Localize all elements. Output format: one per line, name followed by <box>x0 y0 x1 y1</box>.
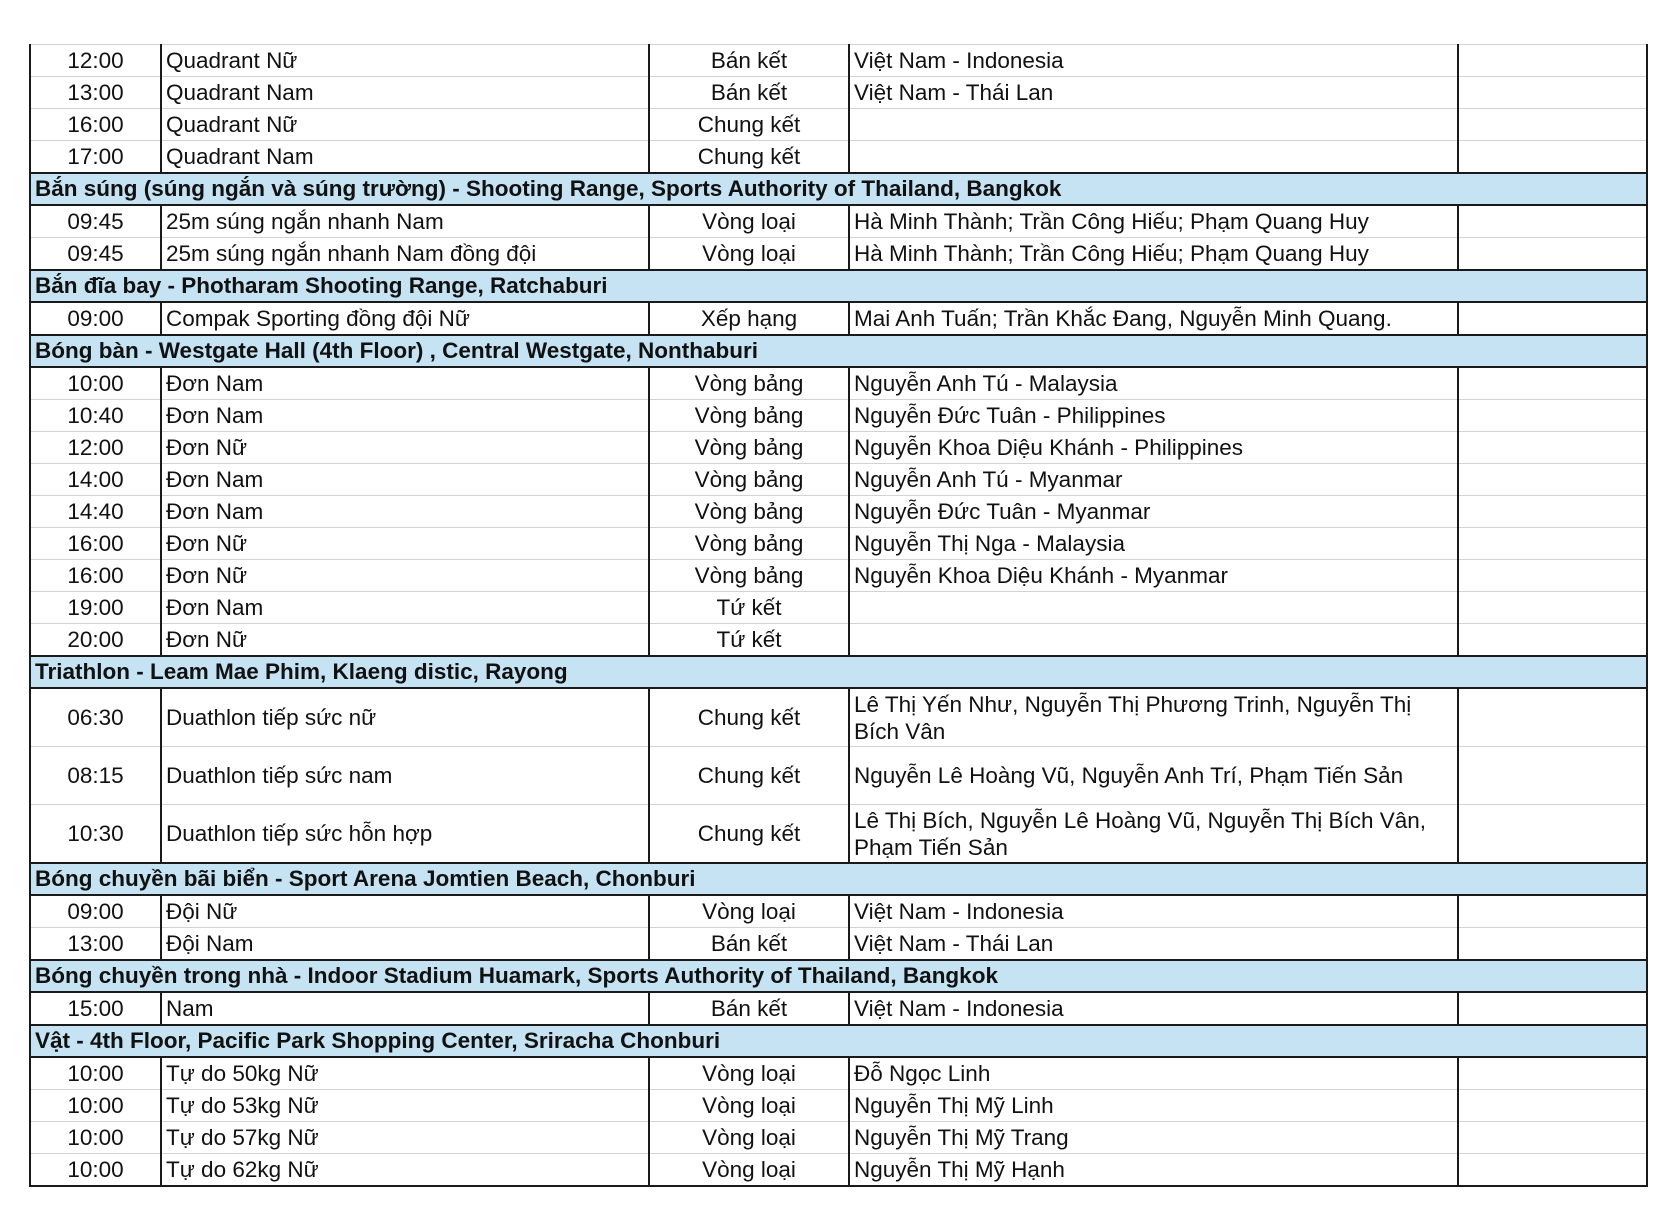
round-cell[interactable]: Vòng bảng <box>649 528 849 560</box>
section-title[interactable]: Bắn đĩa bay - Photharam Shooting Range, Ratchaburi <box>30 270 1647 302</box>
event-cell[interactable]: Đơn Nam <box>161 496 649 528</box>
time-cell[interactable]: 09:00 <box>30 895 161 928</box>
time-cell[interactable]: 10:40 <box>30 400 161 432</box>
round-cell[interactable]: Chung kết <box>649 109 849 141</box>
schedule-row <box>30 895 1647 928</box>
section-title[interactable]: Bóng bàn - Westgate Hall (4th Floor) , Central Westgate, Nonthaburi <box>30 335 1647 367</box>
schedule-row <box>30 432 1647 464</box>
athletes-cell[interactable]: Nguyễn Lê Hoàng Vũ, Nguyễn Anh Trí, Phạm Tiến Sản <box>849 747 1458 805</box>
section-title[interactable]: Bóng chuyền trong nhà - Indoor Stadium Huamark, Sports Authority of Thailand, Bangkok <box>30 960 1647 992</box>
schedule-table-body <box>30 45 1647 1187</box>
schedule-row <box>30 141 1647 174</box>
extra-cell[interactable] <box>1458 805 1647 864</box>
extra-cell[interactable] <box>1458 1057 1647 1090</box>
round-cell[interactable]: Vòng bảng <box>649 432 849 464</box>
athletes-cell[interactable]: Việt Nam - Indonesia <box>849 45 1458 77</box>
athletes-cell[interactable]: Nguyễn Đức Tuân - Philippines <box>849 400 1458 432</box>
athletes-cell[interactable]: Việt Nam - Thái Lan <box>849 77 1458 109</box>
time-cell[interactable]: 09:45 <box>30 205 161 238</box>
event-cell[interactable]: 25m súng ngắn nhanh Nam đồng đội <box>161 238 649 271</box>
time-cell[interactable]: 16:00 <box>30 560 161 592</box>
time-cell[interactable]: 14:40 <box>30 496 161 528</box>
athletes-cell[interactable]: Nguyễn Thị Nga - Malaysia <box>849 528 1458 560</box>
schedule-row <box>30 624 1647 657</box>
event-cell[interactable]: Nam <box>161 992 649 1025</box>
extra-cell[interactable] <box>1458 45 1647 77</box>
athletes-cell[interactable]: Hà Minh Thành; Trần Công Hiếu; Phạm Quang Huy <box>849 238 1458 271</box>
round-cell[interactable]: Vòng loại <box>649 895 849 928</box>
athletes-cell[interactable]: Nguyễn Khoa Diệu Khánh - Philippines <box>849 432 1458 464</box>
time-cell[interactable]: 12:00 <box>30 45 161 77</box>
athletes-cell[interactable] <box>849 141 1458 174</box>
athletes-cell[interactable] <box>849 109 1458 141</box>
round-cell[interactable]: Tứ kết <box>649 624 849 657</box>
time-cell[interactable]: 19:00 <box>30 592 161 624</box>
athletes-cell[interactable]: Lê Thị Yến Như, Nguyễn Thị Phương Trinh, Nguyễn Thị Bích Vân <box>849 688 1458 747</box>
athletes-cell[interactable]: Nguyễn Thị Mỹ Hạnh <box>849 1154 1458 1187</box>
schedule-row <box>30 805 1647 864</box>
event-cell[interactable]: Đội Nam <box>161 928 649 961</box>
round-cell[interactable]: Vòng loại <box>649 1090 849 1122</box>
schedule-row <box>30 747 1647 805</box>
event-cell[interactable]: Tự do 57kg Nữ <box>161 1122 649 1154</box>
schedule-row <box>30 205 1647 238</box>
athletes-cell[interactable]: Nguyễn Anh Tú - Myanmar <box>849 464 1458 496</box>
round-cell[interactable]: Bán kết <box>649 77 849 109</box>
extra-cell[interactable] <box>1458 400 1647 432</box>
event-cell[interactable]: Đơn Nam <box>161 464 649 496</box>
time-cell[interactable]: 10:30 <box>30 805 161 864</box>
event-cell[interactable]: Đơn Nữ <box>161 528 649 560</box>
time-cell[interactable]: 08:15 <box>30 747 161 805</box>
extra-cell[interactable] <box>1458 592 1647 624</box>
event-cell[interactable]: Đơn Nam <box>161 592 649 624</box>
extra-cell[interactable] <box>1458 560 1647 592</box>
schedule-row <box>30 592 1647 624</box>
extra-cell[interactable] <box>1458 528 1647 560</box>
extra-cell[interactable] <box>1458 1090 1647 1122</box>
section-header-row <box>30 863 1647 895</box>
section-title[interactable]: Triathlon - Leam Mae Phim, Klaeng distic, Rayong <box>30 656 1647 688</box>
extra-cell[interactable] <box>1458 367 1647 400</box>
time-cell[interactable]: 17:00 <box>30 141 161 174</box>
time-cell[interactable]: 16:00 <box>30 109 161 141</box>
schedule-row <box>30 560 1647 592</box>
extra-cell[interactable] <box>1458 464 1647 496</box>
section-header-row <box>30 656 1647 688</box>
extra-cell[interactable] <box>1458 747 1647 805</box>
event-cell[interactable]: Đội Nữ <box>161 895 649 928</box>
schedule-row <box>30 77 1647 109</box>
round-cell[interactable]: Bán kết <box>649 928 849 961</box>
athletes-cell[interactable] <box>849 592 1458 624</box>
time-cell[interactable]: 15:00 <box>30 992 161 1025</box>
extra-cell[interactable] <box>1458 1122 1647 1154</box>
extra-cell[interactable] <box>1458 496 1647 528</box>
round-cell[interactable]: Vòng loại <box>649 238 849 271</box>
event-cell[interactable]: Tự do 62kg Nữ <box>161 1154 649 1187</box>
schedule-row <box>30 238 1647 271</box>
athletes-cell[interactable] <box>849 624 1458 657</box>
round-cell[interactable]: Bán kết <box>649 45 849 77</box>
round-cell[interactable]: Chung kết <box>649 747 849 805</box>
round-cell[interactable]: Chung kết <box>649 688 849 747</box>
athletes-cell[interactable]: Việt Nam - Indonesia <box>849 895 1458 928</box>
section-header-row <box>30 1025 1647 1057</box>
event-cell[interactable]: Duathlon tiếp sức nữ <box>161 688 649 747</box>
section-header-row <box>30 960 1647 992</box>
extra-cell[interactable] <box>1458 302 1647 335</box>
athletes-cell[interactable]: Đỗ Ngọc Linh <box>849 1057 1458 1090</box>
round-cell[interactable]: Xếp hạng <box>649 302 849 335</box>
round-cell[interactable]: Vòng bảng <box>649 400 849 432</box>
event-cell[interactable]: Duathlon tiếp sức nam <box>161 747 649 805</box>
event-cell[interactable]: 25m súng ngắn nhanh Nam <box>161 205 649 238</box>
round-cell[interactable]: Vòng bảng <box>649 496 849 528</box>
athletes-cell[interactable]: Nguyễn Anh Tú - Malaysia <box>849 367 1458 400</box>
schedule-row <box>30 464 1647 496</box>
section-title[interactable]: Vật - 4th Floor, Pacific Park Shopping Center, Sriracha Chonburi <box>30 1025 1647 1057</box>
schedule-row <box>30 1090 1647 1122</box>
time-cell[interactable]: 13:00 <box>30 928 161 961</box>
time-cell[interactable]: 13:00 <box>30 77 161 109</box>
time-cell[interactable]: 10:00 <box>30 1090 161 1122</box>
athletes-cell[interactable]: Mai Anh Tuấn; Trần Khắc Đang, Nguyễn Minh Quang. <box>849 302 1458 335</box>
round-cell[interactable]: Vòng loại <box>649 1057 849 1090</box>
round-cell[interactable]: Vòng loại <box>649 1122 849 1154</box>
event-cell[interactable]: Quadrant Nữ <box>161 109 649 141</box>
time-cell[interactable]: 14:00 <box>30 464 161 496</box>
athletes-cell[interactable]: Việt Nam - Thái Lan <box>849 928 1458 961</box>
schedule-row <box>30 528 1647 560</box>
section-title[interactable]: Bắn súng (súng ngắn và súng trường) - Shooting Range, Sports Authority of Thailand, Bangkok <box>30 173 1647 205</box>
schedule-row <box>30 109 1647 141</box>
time-cell[interactable]: 20:00 <box>30 624 161 657</box>
extra-cell[interactable] <box>1458 432 1647 464</box>
time-cell[interactable]: 06:30 <box>30 688 161 747</box>
extra-cell[interactable] <box>1458 992 1647 1025</box>
athletes-cell[interactable]: Việt Nam - Indonesia <box>849 992 1458 1025</box>
athletes-cell[interactable]: Nguyễn Thị Mỹ Linh <box>849 1090 1458 1122</box>
event-cell[interactable]: Đơn Nam <box>161 400 649 432</box>
event-cell[interactable]: Compak Sporting đồng đội Nữ <box>161 302 649 335</box>
schedule-row <box>30 302 1647 335</box>
round-cell[interactable]: Vòng bảng <box>649 464 849 496</box>
extra-cell[interactable] <box>1458 895 1647 928</box>
time-cell[interactable]: 10:00 <box>30 1154 161 1187</box>
section-header-row <box>30 270 1647 302</box>
extra-cell[interactable] <box>1458 238 1647 271</box>
event-cell[interactable]: Tự do 50kg Nữ <box>161 1057 649 1090</box>
schedule-row <box>30 688 1647 747</box>
event-cell[interactable]: Đơn Nữ <box>161 560 649 592</box>
round-cell[interactable]: Vòng loại <box>649 1154 849 1187</box>
schedule-row <box>30 45 1647 77</box>
time-cell[interactable]: 10:00 <box>30 367 161 400</box>
round-cell[interactable]: Chung kết <box>649 805 849 864</box>
extra-cell[interactable] <box>1458 928 1647 961</box>
athletes-cell[interactable]: Nguyễn Thị Mỹ Trang <box>849 1122 1458 1154</box>
time-cell[interactable]: 09:45 <box>30 238 161 271</box>
section-header-row <box>30 173 1647 205</box>
extra-cell[interactable] <box>1458 624 1647 657</box>
schedule-row <box>30 992 1647 1025</box>
extra-cell[interactable] <box>1458 688 1647 747</box>
athletes-cell[interactable]: Nguyễn Khoa Diệu Khánh - Myanmar <box>849 560 1458 592</box>
athletes-cell[interactable]: Nguyễn Đức Tuân - Myanmar <box>849 496 1458 528</box>
event-cell[interactable]: Tự do 53kg Nữ <box>161 1090 649 1122</box>
athletes-cell[interactable]: Hà Minh Thành; Trần Công Hiếu; Phạm Quang Huy <box>849 205 1458 238</box>
time-cell[interactable]: 09:00 <box>30 302 161 335</box>
round-cell[interactable]: Vòng bảng <box>649 367 849 400</box>
athletes-cell[interactable]: Lê Thị Bích, Nguyễn Lê Hoàng Vũ, Nguyễn Thị Bích Vân, Phạm Tiến Sản <box>849 805 1458 864</box>
schedule-row <box>30 1154 1647 1187</box>
event-cell[interactable]: Quadrant Nữ <box>161 45 649 77</box>
extra-cell[interactable] <box>1458 77 1647 109</box>
section-header-row <box>30 335 1647 367</box>
schedule-row <box>30 1122 1647 1154</box>
schedule-table <box>29 44 1648 1187</box>
event-cell[interactable]: Đơn Nữ <box>161 624 649 657</box>
event-cell[interactable]: Quadrant Nam <box>161 141 649 174</box>
round-cell[interactable]: Vòng bảng <box>649 560 849 592</box>
time-cell[interactable]: 10:00 <box>30 1122 161 1154</box>
time-cell[interactable]: 12:00 <box>30 432 161 464</box>
round-cell[interactable]: Tứ kết <box>649 592 849 624</box>
event-cell[interactable]: Quadrant Nam <box>161 77 649 109</box>
time-cell[interactable]: 10:00 <box>30 1057 161 1090</box>
schedule-row <box>30 496 1647 528</box>
time-cell[interactable]: 16:00 <box>30 528 161 560</box>
round-cell[interactable]: Chung kết <box>649 141 849 174</box>
section-title[interactable]: Bóng chuyền bãi biển - Sport Arena Jomtien Beach, Chonburi <box>30 863 1647 895</box>
event-cell[interactable]: Đơn Nam <box>161 367 649 400</box>
schedule-row <box>30 1057 1647 1090</box>
schedule-row <box>30 367 1647 400</box>
extra-cell[interactable] <box>1458 109 1647 141</box>
schedule-row <box>30 400 1647 432</box>
extra-cell[interactable] <box>1458 141 1647 174</box>
event-cell[interactable]: Duathlon tiếp sức hỗn hợp <box>161 805 649 864</box>
extra-cell[interactable] <box>1458 1154 1647 1187</box>
schedule-row <box>30 928 1647 961</box>
round-cell[interactable]: Bán kết <box>649 992 849 1025</box>
round-cell[interactable]: Vòng loại <box>649 205 849 238</box>
extra-cell[interactable] <box>1458 205 1647 238</box>
event-cell[interactable]: Đơn Nữ <box>161 432 649 464</box>
